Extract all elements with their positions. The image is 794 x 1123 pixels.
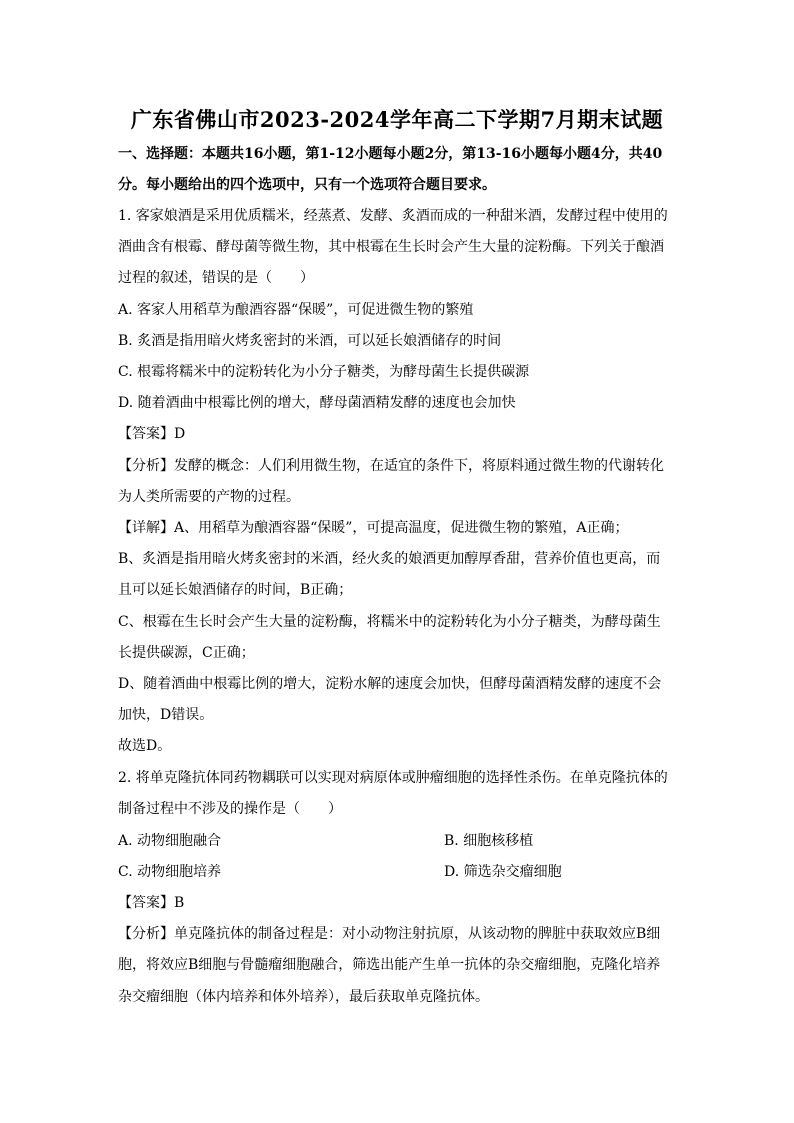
q1-analysis-line-2: 为人类所需要的产物的过程。 [118, 489, 300, 505]
q1-detail-line-4: C、根霉在生长时会产生大量的淀粉酶，将糯米中的淀粉转化为小分子糖类，为酵母菌生 [118, 614, 661, 630]
q1-option-d: D. 随着酒曲中根霉比例的增大，酵母菌酒精发酵的速度也会加快 [118, 395, 516, 411]
q2-stem-line-1: 2. 将单克隆抗体同药物耦联可以实现对病原体或肿瘤细胞的选择性杀伤。在单克隆抗体的 [118, 770, 668, 786]
q2-option-b: B. 细胞核移植 [444, 833, 534, 849]
q2-analysis-line-3: 杂交瘤细胞（体内培养和体外培养），最后获取单克隆抗体。 [118, 989, 489, 1005]
q2-analysis-line-1: 【分析】单克隆抗体的制备过程是：对小动物注射抗原，从该动物的脾脏中获取效应B细 [118, 926, 661, 942]
q1-detail-line-6: D、随着酒曲中根霉比例的增大，淀粉水解的速度会加快，但酵母菌酒精发酵的速度不会 [118, 676, 662, 692]
q1-stem-line-3: 过程的叙述，错误的是（ ） [118, 270, 314, 286]
q1-option-b: B. 炙酒是指用暗火烤炙密封的米酒，可以延长娘酒储存的时间 [118, 333, 502, 349]
page-title: 广东省佛山市2023-2024学年高二下学期7月期末试题 [130, 107, 664, 132]
q1-analysis-line-1: 【分析】发酵的概念：人们利用微生物，在适宜的条件下，将原料通过微生物的代谢转化 [118, 458, 664, 474]
q1-stem-line-1: 1. 客家娘酒是采用优质糯米，经蒸煮、发酵、炙酒而成的一种甜米酒，发酵过程中使用的 [118, 208, 668, 224]
q1-detail-line-1: 【详解】A、用稻草为酿酒容器“保暖”，可提高温度，促进微生物的繁殖，A正确； [118, 520, 629, 536]
q1-detail-line-2: B、炙酒是指用暗火烤炙密封的米酒，经火炙的娘酒更加醇厚香甜，营养价值也更高，而 [118, 551, 661, 567]
q1-conclusion: 故选D。 [118, 738, 172, 754]
q2-option-d: D. 筛选杂交瘤细胞 [444, 864, 562, 880]
q1-detail-line-3: 且可以延长娘酒储存的时间，B正确； [118, 582, 353, 598]
q1-option-a: A. 客家人用稻草为酿酒容器“保暖”，可促进微生物的繁殖 [118, 302, 474, 318]
q1-detail-line-5: 长提供碳源，C正确； [118, 645, 255, 661]
q2-option-a: A. 动物细胞融合 [118, 833, 222, 849]
q1-stem-line-2: 酒曲含有根霉、酵母菌等微生物，其中根霉在生长时会产生大量的淀粉酶。下列关于酿酒 [118, 239, 664, 255]
q1-detail-line-7: 加快，D错误。 [118, 707, 214, 723]
section-instruction-line-1: 一、选择题：本题共16小题，第1-12小题每小题2分，第13-16小题每小题4分，共40 [118, 146, 663, 162]
q2-answer: 【答案】B [118, 895, 185, 911]
q2-analysis-line-2: 胞，将效应B细胞与骨髓瘤细胞融合，筛选出能产生单一抗体的杂交瘤细胞，克隆化培养 [118, 957, 661, 973]
section-instruction-line-2: 分。每小题给出的四个选项中，只有一个选项符合题目要求。 [118, 177, 496, 193]
q2-option-c: C. 动物细胞培养 [118, 864, 222, 880]
q1-option-c: C. 根霉将糯米中的淀粉转化为小分子糖类，为酵母菌生长提供碳源 [118, 364, 530, 380]
q1-answer: 【答案】D [118, 426, 186, 442]
q2-stem-line-2: 制备过程中不涉及的操作是（ ） [118, 801, 342, 817]
